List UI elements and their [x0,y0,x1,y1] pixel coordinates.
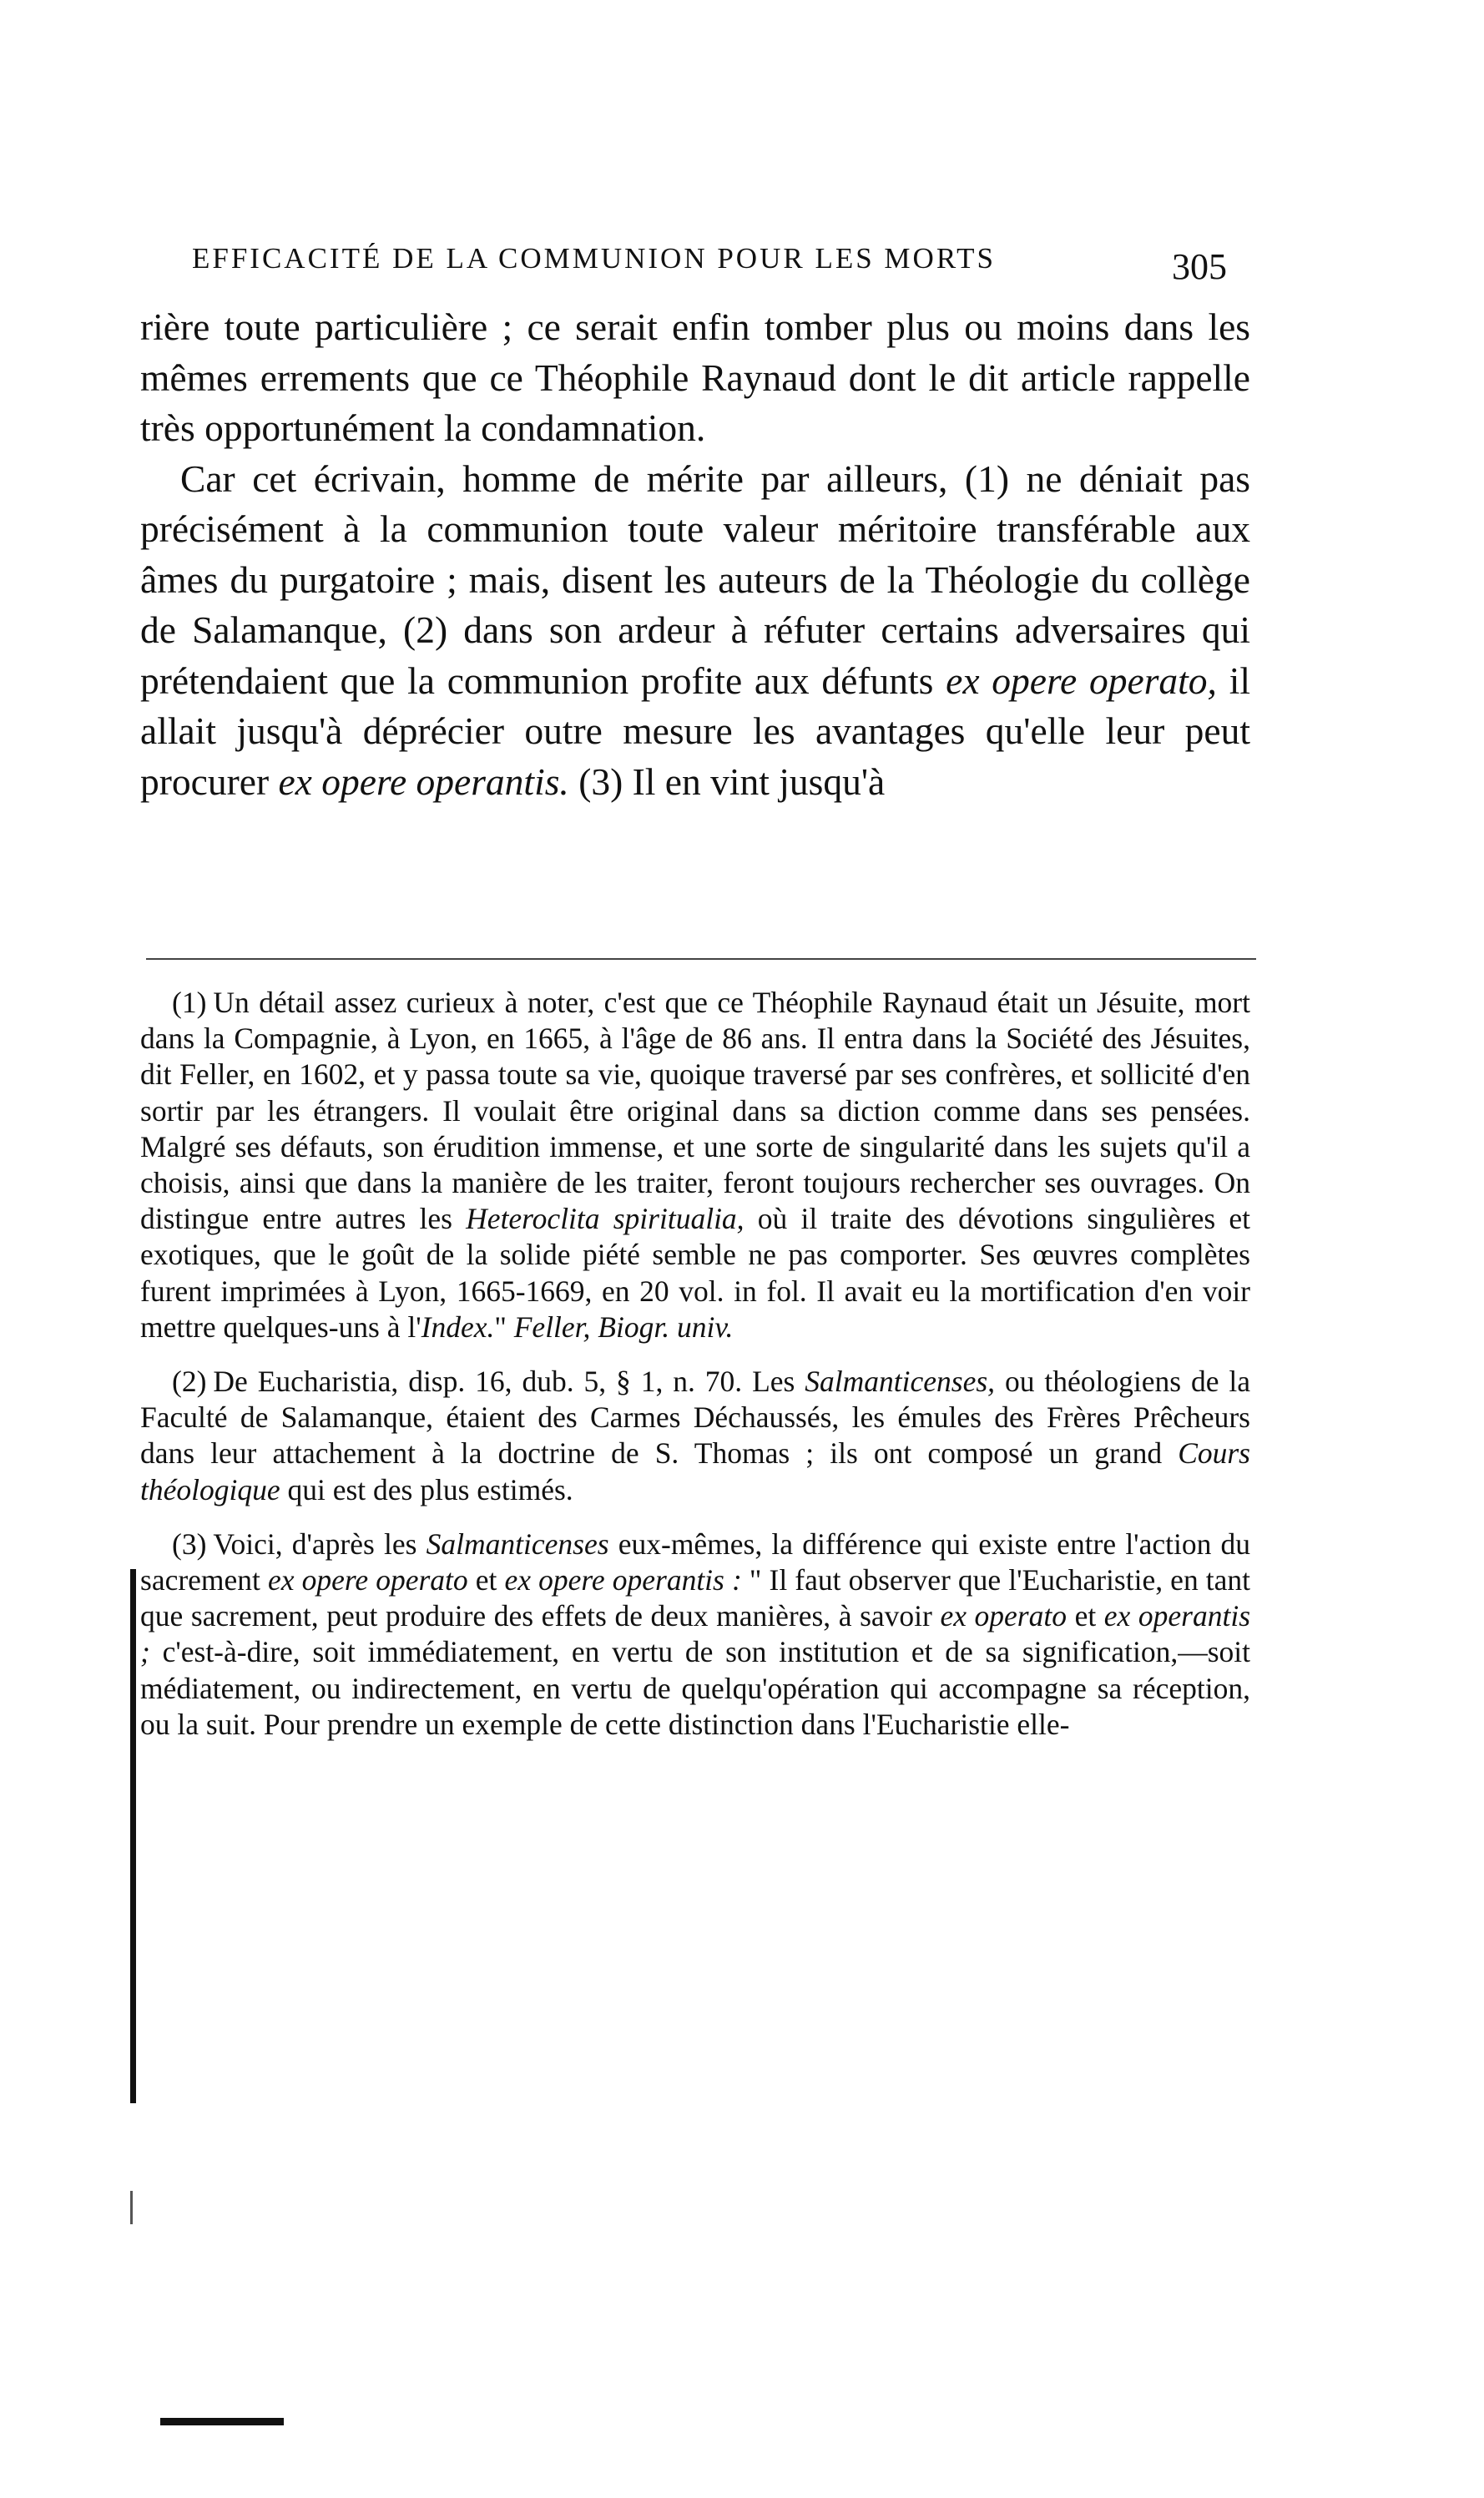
main-paragraph-2-text-3: (3) Il en vint jusqu'à [578,759,886,803]
footnote-1-text-2: où il traite des dévotions singulières et exotiques, que le goût de la solide piété semble ne pas comporter. Ses œuvres complètes furent imprimées à Lyon, 1665-1669, en 20 vol. in fol. Il avait eu la mortification d'en voir mettre quelques-uns à l' [140,1202,1250,1344]
main-paragraph-2-latin-2: ex opere operantis. [278,759,569,803]
page-number: 305 [1172,246,1227,287]
footnote-1-text-1: Un détail assez curieux à noter, c'est que ce Théophile Raynaud était un Jésuite, mort dans la Compagnie, à Lyon, en 1665, à l'âge de 86 ans. Il entra dans la Société des Jésuites, dit Feller, en 1602, et y passa toute sa vie, quoique traversé par ses confrères, et sollicité d'en sortir par les étrangers. Il voulait être original dans sa diction comme dans ses pensées. Malgré ses défauts, son érudition immense, et une sorte de singularité dans les sujets qu'il a choisis, ainsi que dans la manière de les traiter, feront toujours rechercher ses ouvrages. On distingue entre autres les [140,986,1250,1236]
main-paragraph-2 [140,454,1250,808]
footnote-1-title-2: Index. [421,1310,495,1344]
footnote-3 [140,1527,1250,1743]
footnote-2-marker: (2) [172,1365,207,1399]
footnote-3-marker: (3) [172,1527,207,1561]
footnote-1-title-1: Heteroclita spiritualia, [466,1202,745,1236]
running-title: EFFICACITÉ DE LA COMMUNION POUR LES MORTS [192,242,996,275]
footnote-2-text-3: qui est des plus estimés. [287,1472,573,1506]
footnote-2-text-2: ou théologiens de la Faculté de Salamanque, étaient des Carmes Déchaussés, les émules des Frères Prêcheurs dans leur attachement à la doctrine de S. Thomas ; ils ont composé un grand [140,1365,1251,1471]
main-paragraph-2-latin-1: ex opere operato, [946,659,1217,702]
footnote-2-text-1: De Eucharistia, disp. 16, dub. 5, § 1, n. 70. Les [213,1365,795,1399]
scan-margin-mark [130,2191,133,2224]
footnote-3-text-4: " Il faut observer que l'Eucharistie, en tant que sacrement, peut produire des effets de deux manières, à savoir [140,1563,1251,1633]
footnote-2-title-2: Cours théologique [140,1436,1250,1506]
main-paragraph-2-text-2: il allait jusqu'à déprécier outre mesure les avantages qu'elle leur peut procurer [140,659,1250,803]
footnote-3-latin-4: ex operantis ; [140,1599,1251,1669]
main-paragraph-2-text-1: Car cet écrivain, homme de mérite par ailleurs, (1) ne déniait pas précisément à la communion toute valeur méritoire transférable aux âmes du purgatoire ; mais, disent les auteurs de la Théologie du collège de Salamanque, (2) dans son ardeur à réfuter certains adversaires qui prétendaient que la communion profite aux défunts [140,457,1250,702]
scan-binding-shadow [130,1569,136,2103]
footnote-2 [140,1364,1250,1508]
main-paragraph-1: rière toute particulière ; ce serait enfin tomber plus ou moins dans les mêmes errements que ce Théophile Raynaud dont le dit article rappelle très opportunément la condamnation. [140,305,1250,449]
footnote-3-text-1: Voici, d'après les [213,1527,417,1561]
footnote-3-latin-3: ex operato [940,1599,1067,1633]
footnote-3-text-3: et [475,1563,497,1597]
footnote-3-text-6: c'est-à-dire, soit immédiatement, en vertu de son institution et de sa signification,—soit médiatement, ou indirectement, en vertu de quelqu'opération qui accompagne sa réception, ou la suit. Pour prendre un exemple de cette distinction dans l'Eucharistie elle- [140,1635,1251,1741]
footnote-2-title-1: Salmanticenses, [805,1365,996,1399]
scan-bottom-mark [160,2418,284,2425]
footnote-1-citation: Feller, Biogr. univ. [513,1310,734,1344]
footnote-1-text-3: " [494,1310,507,1344]
footnote-divider [146,958,1256,960]
running-head [192,234,1227,287]
footnote-3-text-2: eux-mêmes, la différence qui existe entre l'action du sacrement [140,1527,1251,1597]
footnotes [140,985,1250,1761]
footnote-1 [140,985,1250,1345]
main-text [140,302,1250,807]
footnote-3-title-1: Salmanticenses [426,1527,609,1561]
footnote-3-latin-1: ex opere operato [268,1563,468,1597]
footnote-1-marker: (1) [172,986,207,1019]
footnote-3-latin-2: ex opere operantis : [504,1563,742,1597]
footnote-3-text-5: et [1074,1599,1097,1633]
